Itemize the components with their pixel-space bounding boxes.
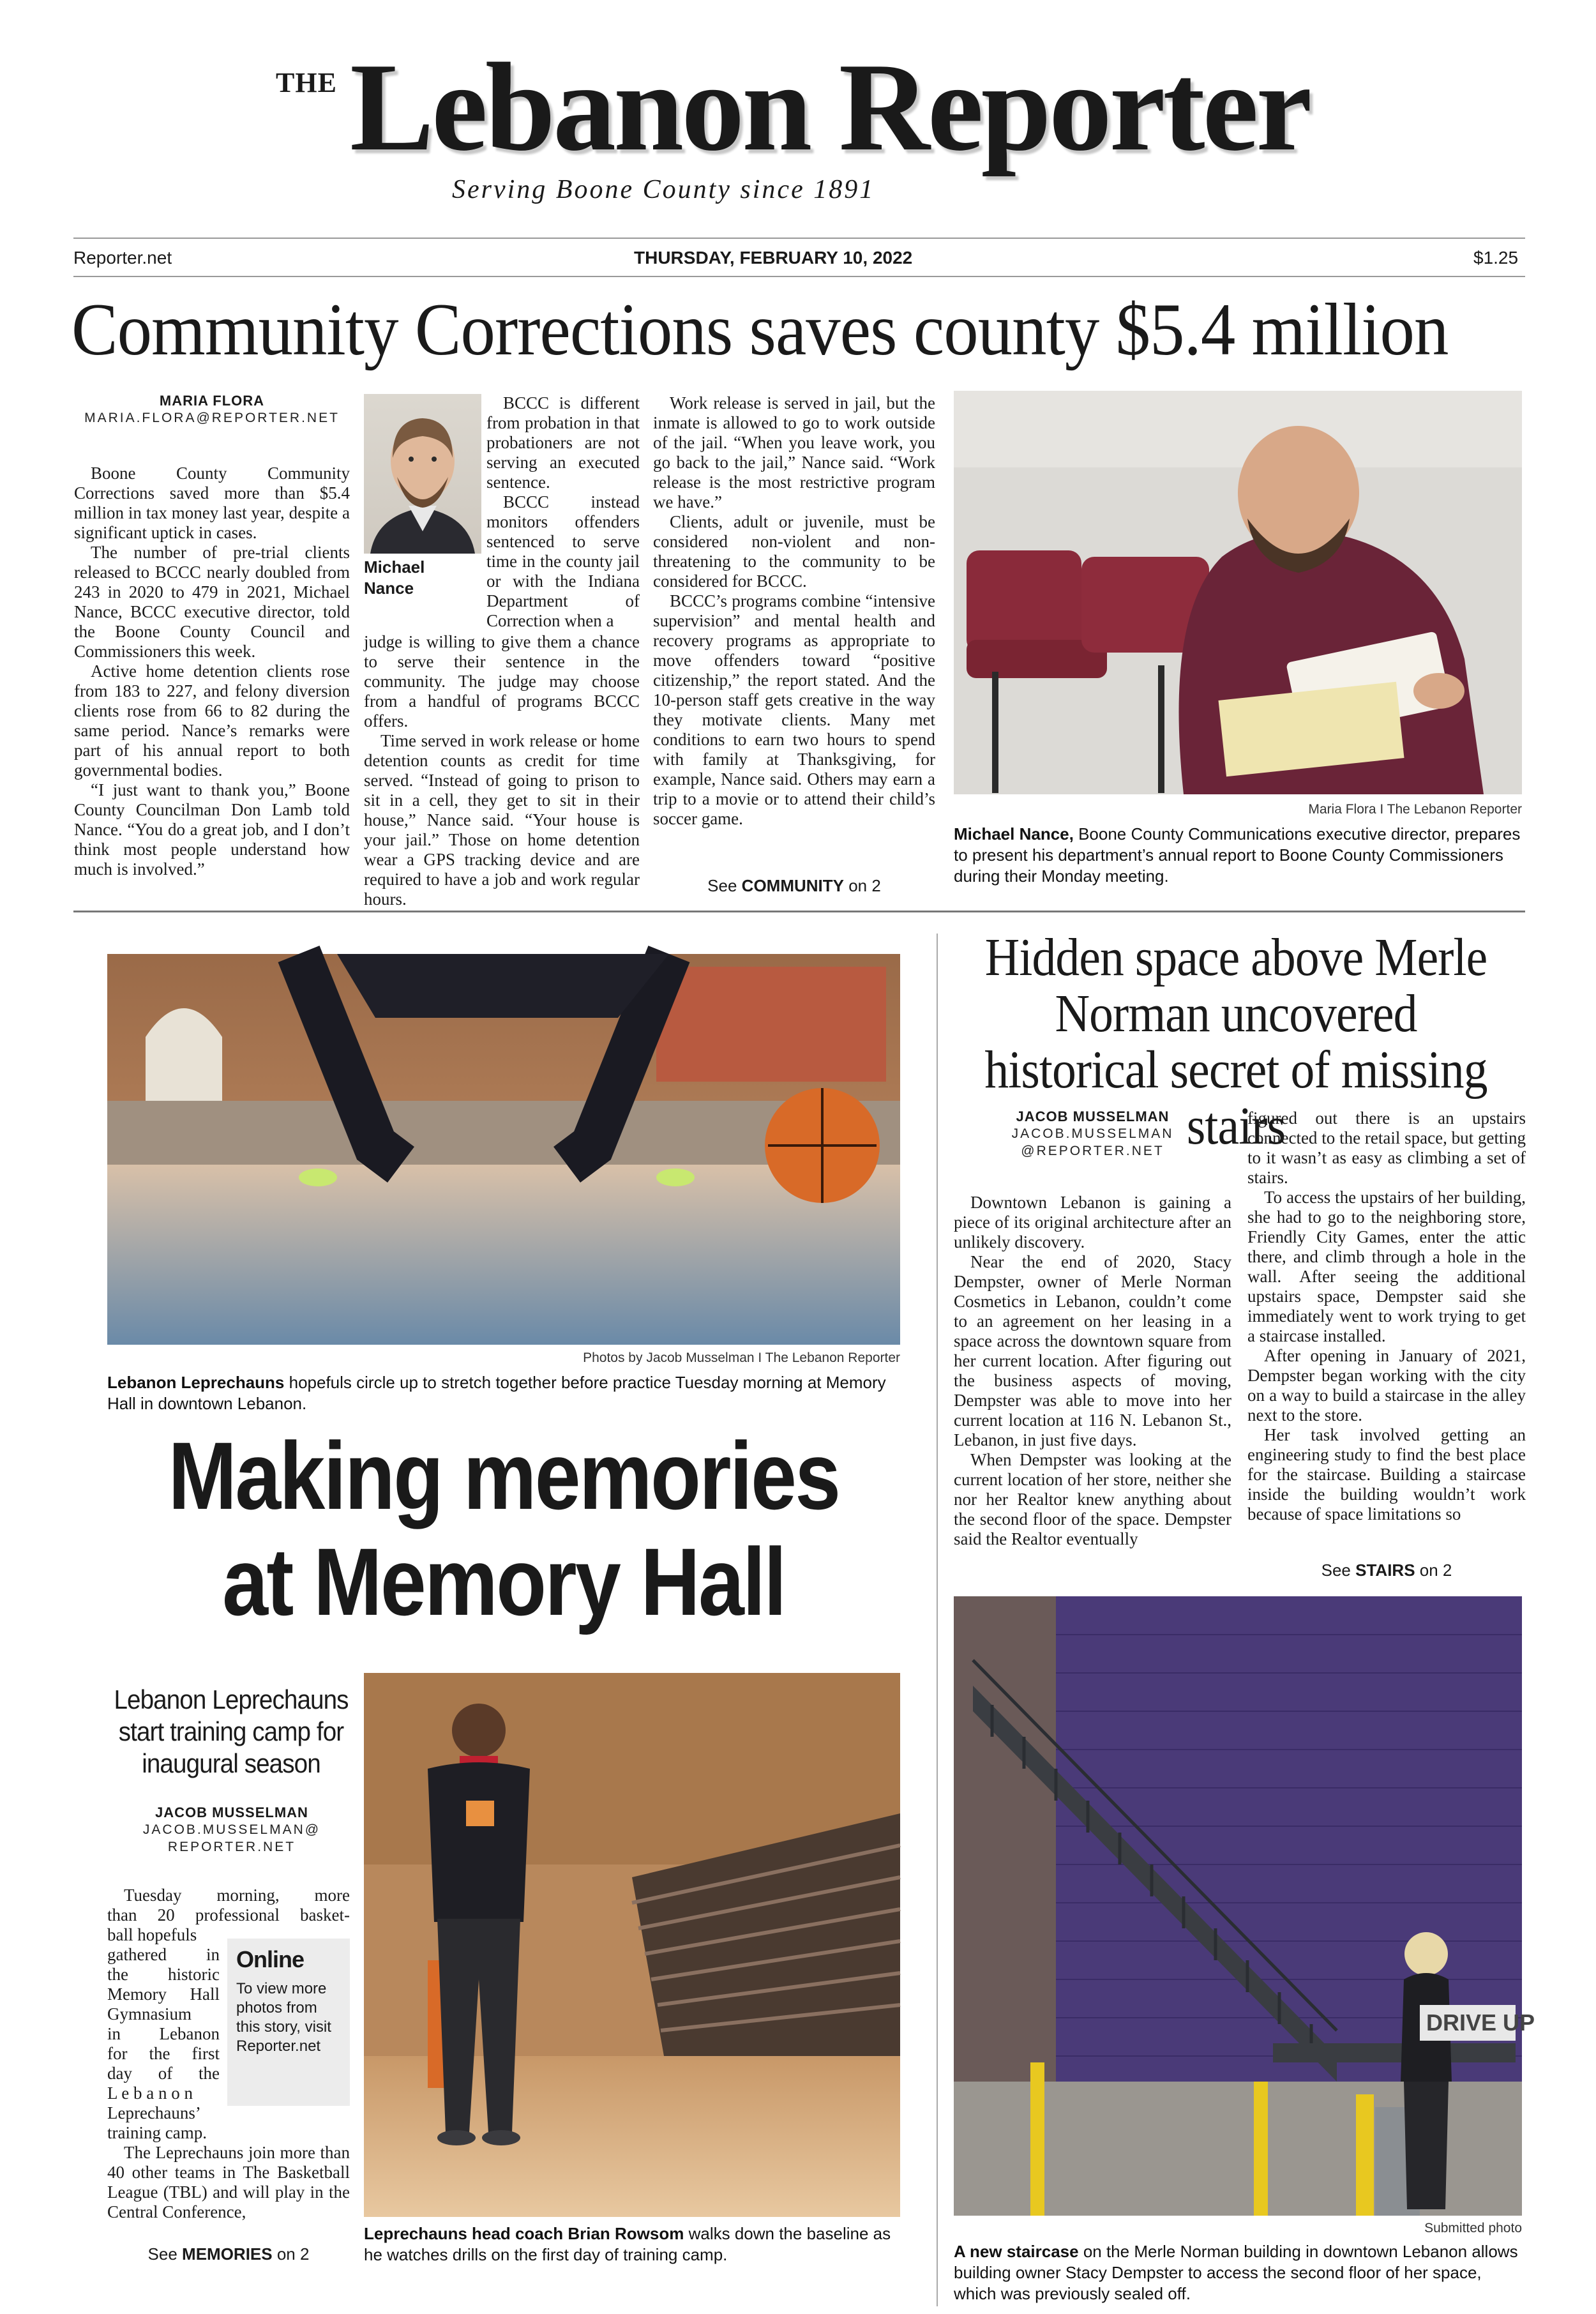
story1-col2-rest	[364, 632, 640, 909]
jump-word: STAIRS	[1355, 1561, 1415, 1580]
story2-headline[interactable]	[107, 1423, 900, 1635]
jump-suffix: on 2	[844, 876, 881, 895]
staircase-image	[954, 1596, 1535, 2216]
story3-author[interactable]: JACOB MUSSELMAN	[1016, 1108, 1170, 1124]
gym-image	[107, 954, 900, 1345]
drive-up-sign: DRIVE UP	[1426, 2009, 1535, 2036]
mugshot-caption	[364, 557, 425, 599]
caption-bold: Michael Nance,	[954, 824, 1074, 843]
mugshot-caption-line2: Nance	[364, 578, 414, 598]
story2-byline	[107, 1804, 356, 1856]
wrap-line: for the first	[107, 2044, 220, 2063]
masthead-rule-bottom	[73, 276, 1525, 277]
lead-line: than 20 professional basket-	[107, 1905, 350, 1925]
jump-prefix: See	[147, 2244, 183, 2264]
wrap-line: L e b a n o n	[107, 2083, 193, 2103]
story2-photo-caption	[107, 1372, 900, 1414]
story3-col2	[1247, 1108, 1526, 1524]
paragraph: After opening in January of 2021, Dempster began working with the city on a way to build a staircase in the alley next to the store.	[1247, 1346, 1526, 1425]
jump-prefix: See	[1321, 1561, 1356, 1580]
caption-text: hopefuls circle up to stretch together before practice Tuesday morning at Memory Hall in downtown Lebanon.	[107, 1373, 886, 1413]
mugshot-photo	[364, 394, 481, 554]
paragraph: BCCC’s programs combine “intensive supervision” and mental health and recovery programs as appropriate to move offenders toward “positive citizenship,” the report stated. And the 10-person staff gets creative in the way they motivate clients. Many met conditions to earn two hours to spend with family at Thanksgiving, for example, Nance said. Others may earn a trip to a movie or to attend their child’s soccer game.	[653, 591, 935, 828]
wrap-line: the historic	[107, 1965, 220, 1984]
story3-email-line2[interactable]: @REPORTER.NET	[1021, 1144, 1164, 1158]
story2-wrap	[107, 1945, 220, 2143]
caption-bold: Lebanon Leprechauns	[107, 1373, 285, 1392]
nance-photo	[954, 391, 1522, 794]
story2-jump[interactable]	[107, 2244, 350, 2264]
masthead-tagline: Serving Boone County since 1891	[452, 175, 875, 204]
lead-line: Tuesday morning, more	[124, 1886, 350, 1905]
paragraph: When Dempster was looking at the current location of her store, neither she nor her Realtor knew anything about the second floor of the space. Dempster said the Realtor eventually	[954, 1450, 1231, 1548]
story1-bottom-rule	[73, 911, 1525, 912]
paragraph: BCCC instead monitors offenders sentenced to serve time in the county jail or with the Indiana Department of Correction when a	[486, 492, 640, 630]
story3-jump[interactable]	[1247, 1561, 1526, 1580]
story3-col1-text	[954, 1193, 1231, 1549]
headline-line1: Making memories	[168, 1422, 839, 1529]
wrap-line: Memory Hall	[107, 1985, 220, 2004]
caption-text: walks down the baseline as he watches drills on the first day of training camp.	[364, 2224, 891, 2264]
paragraph: Clients, adult or juvenile, must be considered non-violent and non-threatening to the community to be considered for BCCC.	[653, 512, 935, 591]
story2-p2	[107, 2143, 350, 2222]
paragraph: To access the upstairs of her building, she had to go to the neighboring store, Friendly City Games, enter the attic there, and climb through a hole in the wall. After seeing the additional upstairs space, Dempster said she immediately went to work trying to get a staircase installed.	[1247, 1188, 1526, 1345]
mugshot-caption-line1: Michael	[364, 557, 425, 577]
paragraph: Downtown Lebanon is gaining a piece of its original architecture after an unlikely discovery.	[954, 1193, 1231, 1252]
jump-suffix: on 2	[272, 2244, 310, 2264]
story2-coach-caption	[364, 2223, 900, 2265]
paragraph: Active home detention clients rose from 183 to 227, and felony diversion clients rose from 66 to 82 during the same period. Nance’s remarks were part of his annual report to both governmental bodies.	[74, 662, 350, 780]
paragraph: figured out there is an upstairs connected to the retail space, but getting to it wasn’t as easy as climbing a set of stairs.	[1247, 1108, 1526, 1187]
paragraph: Work release is served in jail, but the inmate is allowed to go to work outside of the jail. “When you leave work, you go back to the jail,” Nance said. “Work release is the most restrictive program we have.”	[653, 393, 935, 511]
wrap-line: in Lebanon	[107, 2024, 220, 2043]
story1-col1-text	[74, 464, 350, 879]
paragraph: Her task involved getting an engineering study to find the best place for the staircase. Building a staircase inside the building wouldn’t work because of space limitations so	[1247, 1425, 1526, 1524]
story2-author[interactable]: JACOB MUSSELMAN	[155, 1804, 308, 1820]
online-sidebar[interactable]	[227, 1939, 350, 2106]
jump-prefix: See	[707, 876, 742, 895]
caption-text: on the Merle Norman building in downtown Lebanon allows building owner Stacy Dempster to access the second floor of her space, which was previously sealed off.	[954, 2242, 1518, 2303]
gym-photo	[107, 954, 900, 1345]
paragraph: “I just want to thank you,” Boone County Councilman Don Lamb told Nance. “You do a great job, and I don’t think most people understand how much is involved.”	[74, 780, 350, 879]
story1-headline[interactable]: Community Corrections saves county $5.4 million	[72, 289, 1449, 371]
masthead-rule-top	[73, 238, 1525, 239]
story1-col3	[653, 393, 935, 829]
story3-photo-credit: Submitted photo	[1424, 2221, 1522, 2235]
story3-photo-caption	[954, 2241, 1522, 2304]
story1-jump[interactable]	[653, 876, 935, 896]
story1-email[interactable]: MARIA.FLORA@REPORTER.NET	[84, 411, 340, 425]
website-link[interactable]: Reporter.net	[73, 248, 172, 268]
coach-photo	[364, 1673, 900, 2217]
paragraph: Boone County Community Corrections saved more than $5.4 million in tax money last year, despite a significant uptick in cases.	[74, 464, 350, 542]
wrap-line: day of the	[107, 2064, 220, 2083]
jump-suffix: on 2	[1415, 1561, 1452, 1580]
wrap-line: Leprechauns’	[107, 2103, 201, 2122]
online-title: Online	[236, 1946, 305, 1972]
price: $1.25	[1473, 248, 1519, 268]
caption-bold: Leprechauns head coach Brian Rowsom	[364, 2224, 684, 2243]
paragraph: The number of pre-trial clients released to BCCC nearly doubled from 243 in 2020 to 479 in 2021, Michael Nance, BCCC executive director, told the Boone County Council and Commissioners this week.	[74, 543, 350, 661]
jump-word: COMMUNITY	[741, 876, 844, 895]
edition-date: THURSDAY, FEBRUARY 10, 2022	[634, 248, 913, 268]
column-divider	[937, 934, 938, 2306]
story3-email-line1[interactable]: JACOB.MUSSELMAN	[1011, 1126, 1174, 1141]
story2-subhead: Lebanon Leprechauns start training camp for inaugural season	[114, 1684, 349, 1778]
paragraph: BCCC is different from probation in that probationers are not serving an executed sentence.	[486, 393, 640, 492]
wrap-line: training camp.	[107, 2123, 207, 2142]
story1-col1	[74, 393, 350, 879]
story1-photo-credit: Maria Flora I The Lebanon Reporter	[1308, 802, 1522, 817]
story3-headline[interactable]: Hidden space above Merle Norman uncovered historical secret of missing stairs	[984, 928, 1487, 1156]
nance-image	[954, 391, 1522, 794]
headline-line2: at Memory Hall	[222, 1528, 785, 1635]
story2-lead	[107, 1886, 350, 1945]
mugshot-image	[364, 394, 481, 554]
masthead-title: Lebanon Reporter	[350, 37, 1310, 177]
online-text: To view more photos from this story, visit Reporter.net	[236, 1980, 331, 2055]
story1-photo-caption	[954, 824, 1522, 887]
paragraph: judge is willing to give them a chance to serve their sentence in the community. The judge may choose from a handful of programs BCCC offers.	[364, 632, 640, 730]
jump-word: MEMORIES	[182, 2244, 273, 2264]
story2-photo-credit: Photos by Jacob Musselman I The Lebanon Reporter	[583, 1350, 900, 1365]
caption-text: Boone County Communications executive director, prepares to present his department’s annual report to Boone County Commissioners during their Monday meeting.	[954, 824, 1521, 886]
wrap-line: Gymnasium	[107, 2004, 192, 2023]
coach-image	[364, 1673, 900, 2217]
paragraph: The Leprechauns join more than 40 other teams in The Basketball League (TBL) and will play in the Central Conference,	[107, 2143, 350, 2221]
story2-email-line1[interactable]: JACOB.MUSSELMAN@	[142, 1822, 321, 1837]
paragraph: Time served in work release or home detention counts as credit for time served. “Instead of going to prison to sit in a cell, they get to sit in their house,” Nance said. “Your house is your jail.” Those on home detention wear a GPS tracking device and are required to have a job and work regular hours.	[364, 731, 640, 909]
wrap-line: gathered in	[107, 1945, 220, 1964]
staircase-photo	[954, 1596, 1535, 2216]
story1-col2-intro	[486, 393, 640, 631]
story2-email-line2[interactable]: REPORTER.NET	[167, 1840, 296, 1854]
caption-bold: A new staircase	[954, 2242, 1079, 2261]
masthead-the: THE	[276, 67, 337, 98]
story3-col1	[954, 1108, 1231, 1549]
paragraph: Near the end of 2020, Stacy Dempster, owner of Merle Norman Cosmetics in Lebanon, couldn’t come to an agreement on her leasing in a space across the downtown square from her current location. After figuring out the business aspects of moving, Dempster was able to move into her current location at 116 N. Lebanon St., Lebanon, in just five days.	[954, 1252, 1231, 1449]
lead-line: ball hopefuls	[107, 1925, 197, 1944]
story1-author[interactable]: MARIA FLORA	[159, 393, 265, 409]
